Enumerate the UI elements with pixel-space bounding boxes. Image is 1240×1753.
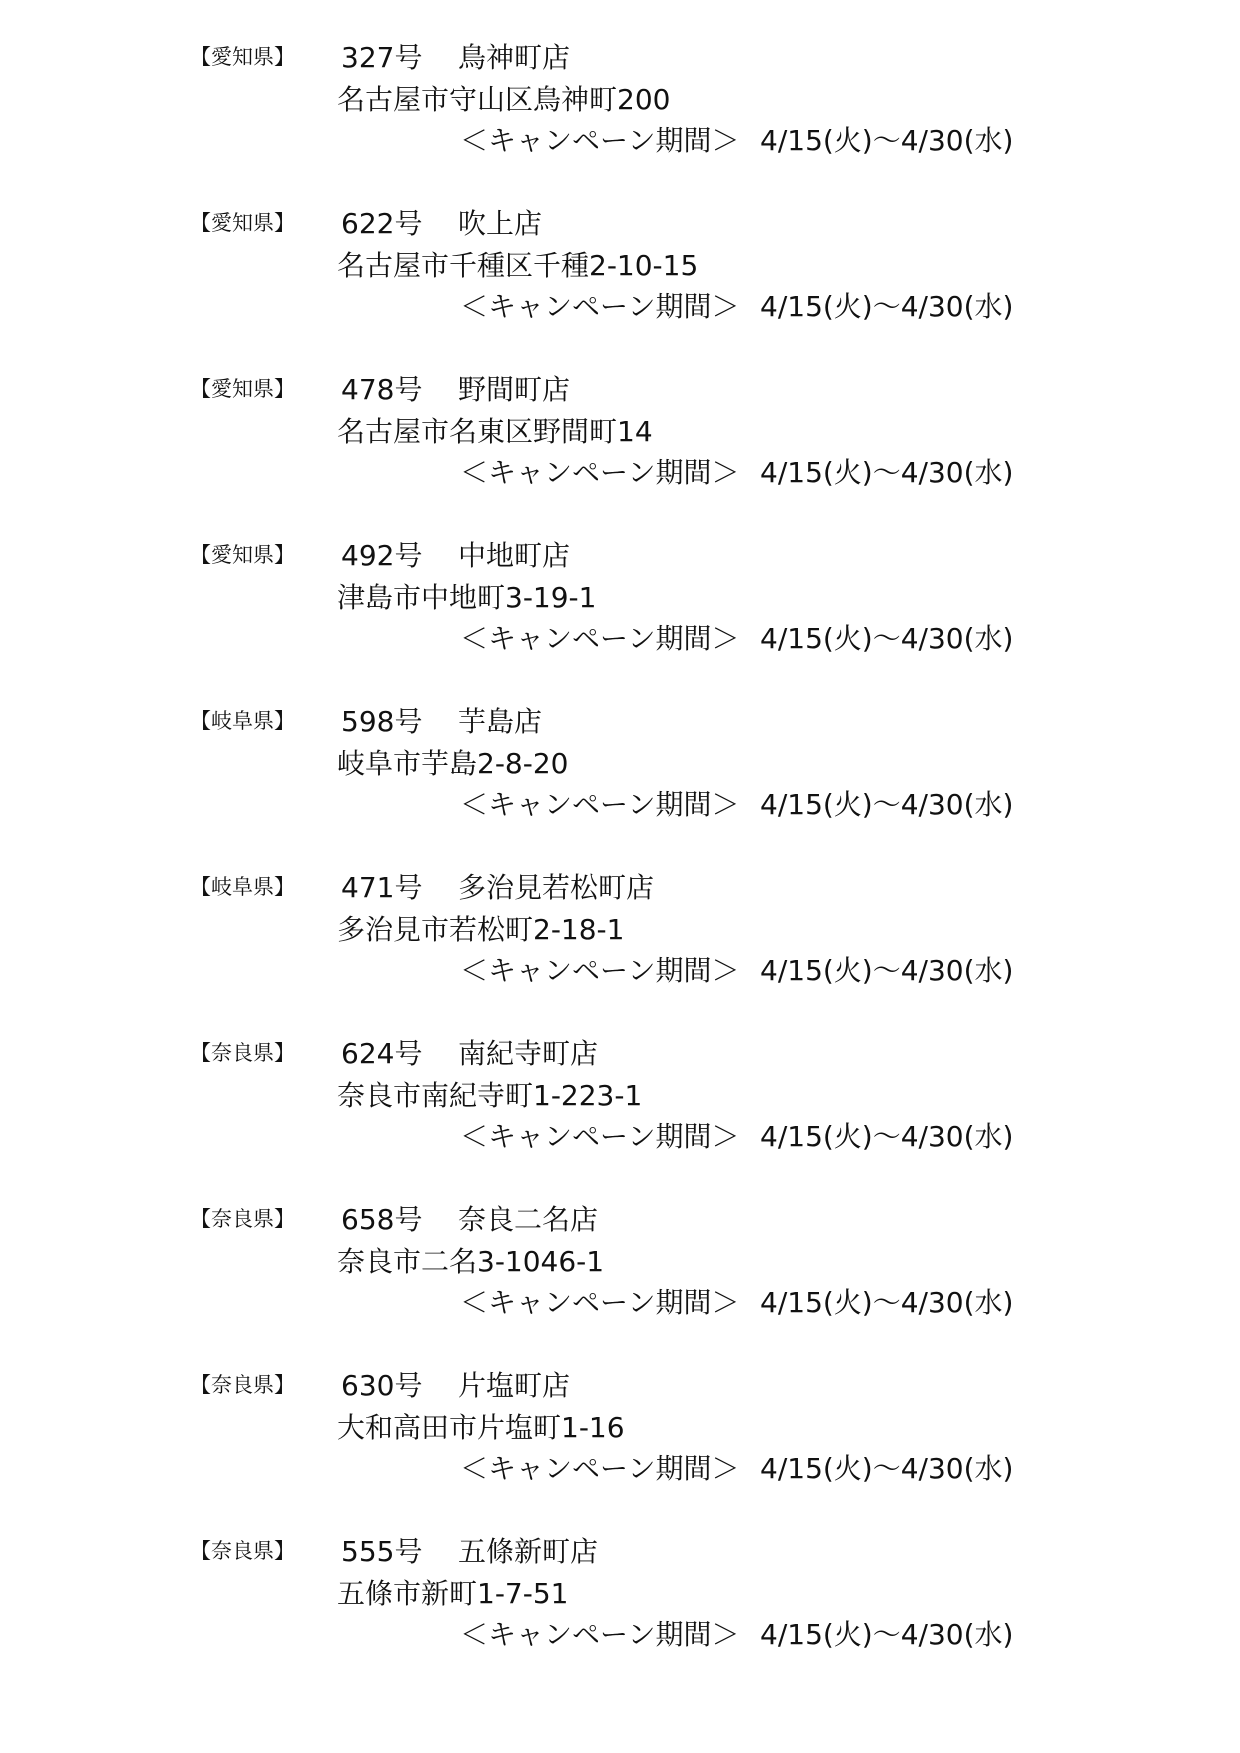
prefecture-label: 【愛知県】 <box>190 45 295 69</box>
store-name: 鳥神町店 <box>458 41 571 74</box>
campaign-period: 4/15(火)～4/30(水) <box>760 1452 1014 1485</box>
prefecture-label: 【岐阜県】 <box>190 875 295 899</box>
store-address: 岐阜市芋島2-8-20 <box>337 747 569 780</box>
store-name: 南紀寺町店 <box>458 1037 599 1070</box>
store-number: 555号 <box>341 1535 423 1568</box>
campaign-label: ＜キャンペーン期間＞ <box>460 124 740 157</box>
store-address: 名古屋市名東区野間町14 <box>337 415 653 448</box>
campaign-period: 4/15(火)～4/30(水) <box>760 290 1014 323</box>
campaign-period: 4/15(火)～4/30(水) <box>760 1120 1014 1153</box>
store-number: 624号 <box>341 1037 423 1070</box>
store-entry <box>0 198 1240 338</box>
prefecture-label: 【奈良県】 <box>190 1207 295 1231</box>
store-name: 五條新町店 <box>458 1535 599 1568</box>
prefecture-label: 【奈良県】 <box>190 1539 295 1563</box>
campaign-period: 4/15(火)～4/30(水) <box>760 124 1014 157</box>
campaign-label: ＜キャンペーン期間＞ <box>460 1120 740 1153</box>
store-address: 名古屋市守山区鳥神町200 <box>337 83 671 116</box>
campaign-label: ＜キャンペーン期間＞ <box>460 1286 740 1319</box>
store-name: 多治見若松町店 <box>458 871 655 904</box>
prefecture-label: 【愛知県】 <box>190 211 295 235</box>
store-number: 478号 <box>341 373 423 406</box>
prefecture-label: 【奈良県】 <box>190 1373 295 1397</box>
store-name: 中地町店 <box>458 539 571 572</box>
store-number: 471号 <box>341 871 423 904</box>
campaign-label: ＜キャンペーン期間＞ <box>460 788 740 821</box>
store-entry <box>0 530 1240 670</box>
store-name: 片塩町店 <box>458 1369 571 1402</box>
store-address: 奈良市二名3-1046-1 <box>337 1245 605 1278</box>
campaign-period: 4/15(火)～4/30(水) <box>760 788 1014 821</box>
store-name: 芋島店 <box>458 705 543 738</box>
campaign-period: 4/15(火)～4/30(水) <box>760 1286 1014 1319</box>
store-entry <box>0 1526 1240 1666</box>
campaign-label: ＜キャンペーン期間＞ <box>460 456 740 489</box>
store-name: 奈良二名店 <box>458 1203 599 1236</box>
store-entry <box>0 862 1240 1002</box>
store-address: 名古屋市千種区千種2-10-15 <box>337 249 699 282</box>
store-number: 658号 <box>341 1203 423 1236</box>
prefecture-label: 【岐阜県】 <box>190 709 295 733</box>
campaign-label: ＜キャンペーン期間＞ <box>460 622 740 655</box>
store-number: 598号 <box>341 705 423 738</box>
store-address: 奈良市南紀寺町1-223-1 <box>337 1079 643 1112</box>
store-entry <box>0 1360 1240 1500</box>
campaign-period: 4/15(火)～4/30(水) <box>760 954 1014 987</box>
store-name: 吹上店 <box>458 207 543 240</box>
store-number: 492号 <box>341 539 423 572</box>
store-entry <box>0 32 1240 172</box>
campaign-period: 4/15(火)～4/30(水) <box>760 456 1014 489</box>
campaign-label: ＜キャンペーン期間＞ <box>460 290 740 323</box>
store-address: 大和高田市片塩町1-16 <box>337 1411 625 1444</box>
campaign-period: 4/15(火)～4/30(水) <box>760 1618 1014 1651</box>
store-entry <box>0 364 1240 504</box>
store-name: 野間町店 <box>458 373 571 406</box>
campaign-label: ＜キャンペーン期間＞ <box>460 1452 740 1485</box>
store-entry <box>0 696 1240 836</box>
store-number: 630号 <box>341 1369 423 1402</box>
prefecture-label: 【奈良県】 <box>190 1041 295 1065</box>
store-number: 622号 <box>341 207 423 240</box>
campaign-period: 4/15(火)～4/30(水) <box>760 622 1014 655</box>
store-address: 五條市新町1-7-51 <box>337 1577 569 1610</box>
campaign-label: ＜キャンペーン期間＞ <box>460 1618 740 1651</box>
store-address: 多治見市若松町2-18-1 <box>337 913 625 946</box>
campaign-label: ＜キャンペーン期間＞ <box>460 954 740 987</box>
store-entry <box>0 1028 1240 1168</box>
store-entry <box>0 1194 1240 1334</box>
prefecture-label: 【愛知県】 <box>190 377 295 401</box>
prefecture-label: 【愛知県】 <box>190 543 295 567</box>
store-number: 327号 <box>341 41 423 74</box>
store-address: 津島市中地町3-19-1 <box>337 581 597 614</box>
